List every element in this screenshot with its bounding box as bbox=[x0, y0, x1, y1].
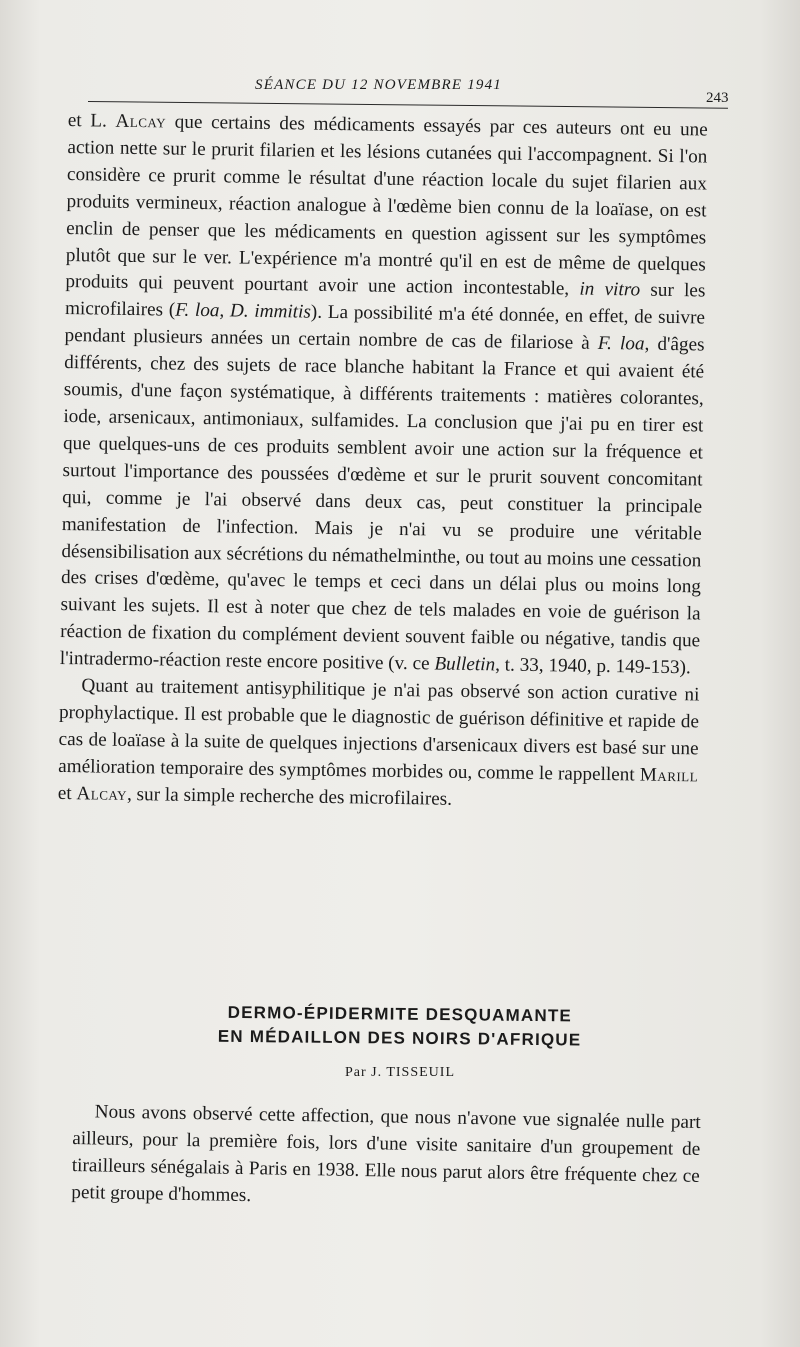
text-run: et L. bbox=[67, 109, 116, 132]
species-name: F. loa bbox=[597, 333, 645, 355]
author-name-alcay: Alcay bbox=[115, 110, 167, 133]
page-number: 243 bbox=[706, 90, 729, 106]
reference: , t. 33, 1940, p. 149-153). bbox=[494, 654, 691, 679]
text-run: , sur la simple recherche des microfilaires. bbox=[126, 783, 453, 810]
italic-term: in vitro bbox=[579, 279, 641, 301]
text-run: , d'âges différents, chez des sujets de race blanche habitant la France et qui avaient été soumis, d'une façon systématique, à différents traitements : matières colorantes, iode, arsenicaux, antimoniaux, sulfamides. La conclusion que j'ai pu en tirer est que quelques-uns de ces produits semblent avoir une action sur la fréquence et surtout l'importance des poussées d'œdème et sur le prurit souvent concomitant qui, comme je l'ai observé dans deux cas, peut constituer la principale manifestation de l'infection. Mais je n'ai vu se produire une véritable désensibilisation aux sécrétions du némathelminthe, ou tout au moins une cessation des crises d'œdème, qu'avec le temps et ceci dans un délai plus ou moins long suivant les sujets. Il est à noter que chez de tels malades en voie de guérison la réaction de fixation du complément devient souvent faible ou négative, tandis que l'intradermo-réaction reste encore positive (v. ce bbox=[59, 333, 705, 675]
article-title bbox=[149, 1000, 649, 1053]
author-name-marill: Marill bbox=[639, 764, 699, 787]
paragraph-continued bbox=[60, 108, 708, 682]
text-run: ). La possibilité m'a été donnée, en effet, de suivre pendant plusieurs années un certain nombre de cas de filariose à bbox=[64, 301, 706, 355]
author-name-alcay: Alcay bbox=[76, 782, 128, 805]
paragraph-treatment bbox=[58, 673, 700, 817]
main-text bbox=[58, 108, 708, 817]
article-title-line-2: EN MÉDAILLON DES NOIRS D'AFRIQUE bbox=[217, 1026, 582, 1050]
text-run: Quant au traitement antisyphilitique je n'ai pas observé son action curative ni prophylactique. Il est probable que le diagnostic de guérison définitive et rapide de cas de loaïase à la suite de quelques injections d'arsenicaux divers est basé sur une amélioration temporaire des symptômes morbides ou, comme le rappellent bbox=[58, 675, 700, 786]
article-author: Par J. TISSEUIL bbox=[344, 1065, 456, 1080]
article-paragraph: Nous avons observé cette affection, que nous n'avone vue signalée nulle part ailleurs, pour la première fois, lors d'une visite sanitaire d'un groupement de tirailleurs sénégalais à Paris en 1938. Elle nous parut alors être fréquente chez ce petit groupe d'hommes. bbox=[71, 1101, 701, 1207]
text-run: sur les microfilaires ( bbox=[64, 279, 706, 321]
header-rule bbox=[88, 101, 728, 109]
text-run: que certains des médicaments essayés par ces auteurs ont eu une action nette sur le prurit filarien et les lésions cutanées qui l'accompagnent. Si l'on considère ce prurit comme le résultat d'une réaction locale du sujet filarien aux produits vermineux, réaction analogue à l'œdème bien connu de la loaïase, on est enclin de penser que les médicaments en question agissent sur les symptômes plutôt que sur le ver. L'expérience m'a montré qu'il en est de même de quelques produits qui peuvent pourtant avoir une action incontestable, bbox=[65, 111, 708, 301]
text-run: et bbox=[57, 782, 77, 804]
article-title-line-1: DERMO-ÉPIDERMITE DESQUAMANTE bbox=[227, 1002, 573, 1026]
running-head: SÉANCE DU 12 NOVEMBRE 1941 bbox=[255, 77, 503, 93]
species-names: F. loa, D. immitis bbox=[175, 299, 312, 323]
article-body bbox=[71, 1098, 701, 1217]
journal-title: Bulletin bbox=[434, 653, 496, 676]
